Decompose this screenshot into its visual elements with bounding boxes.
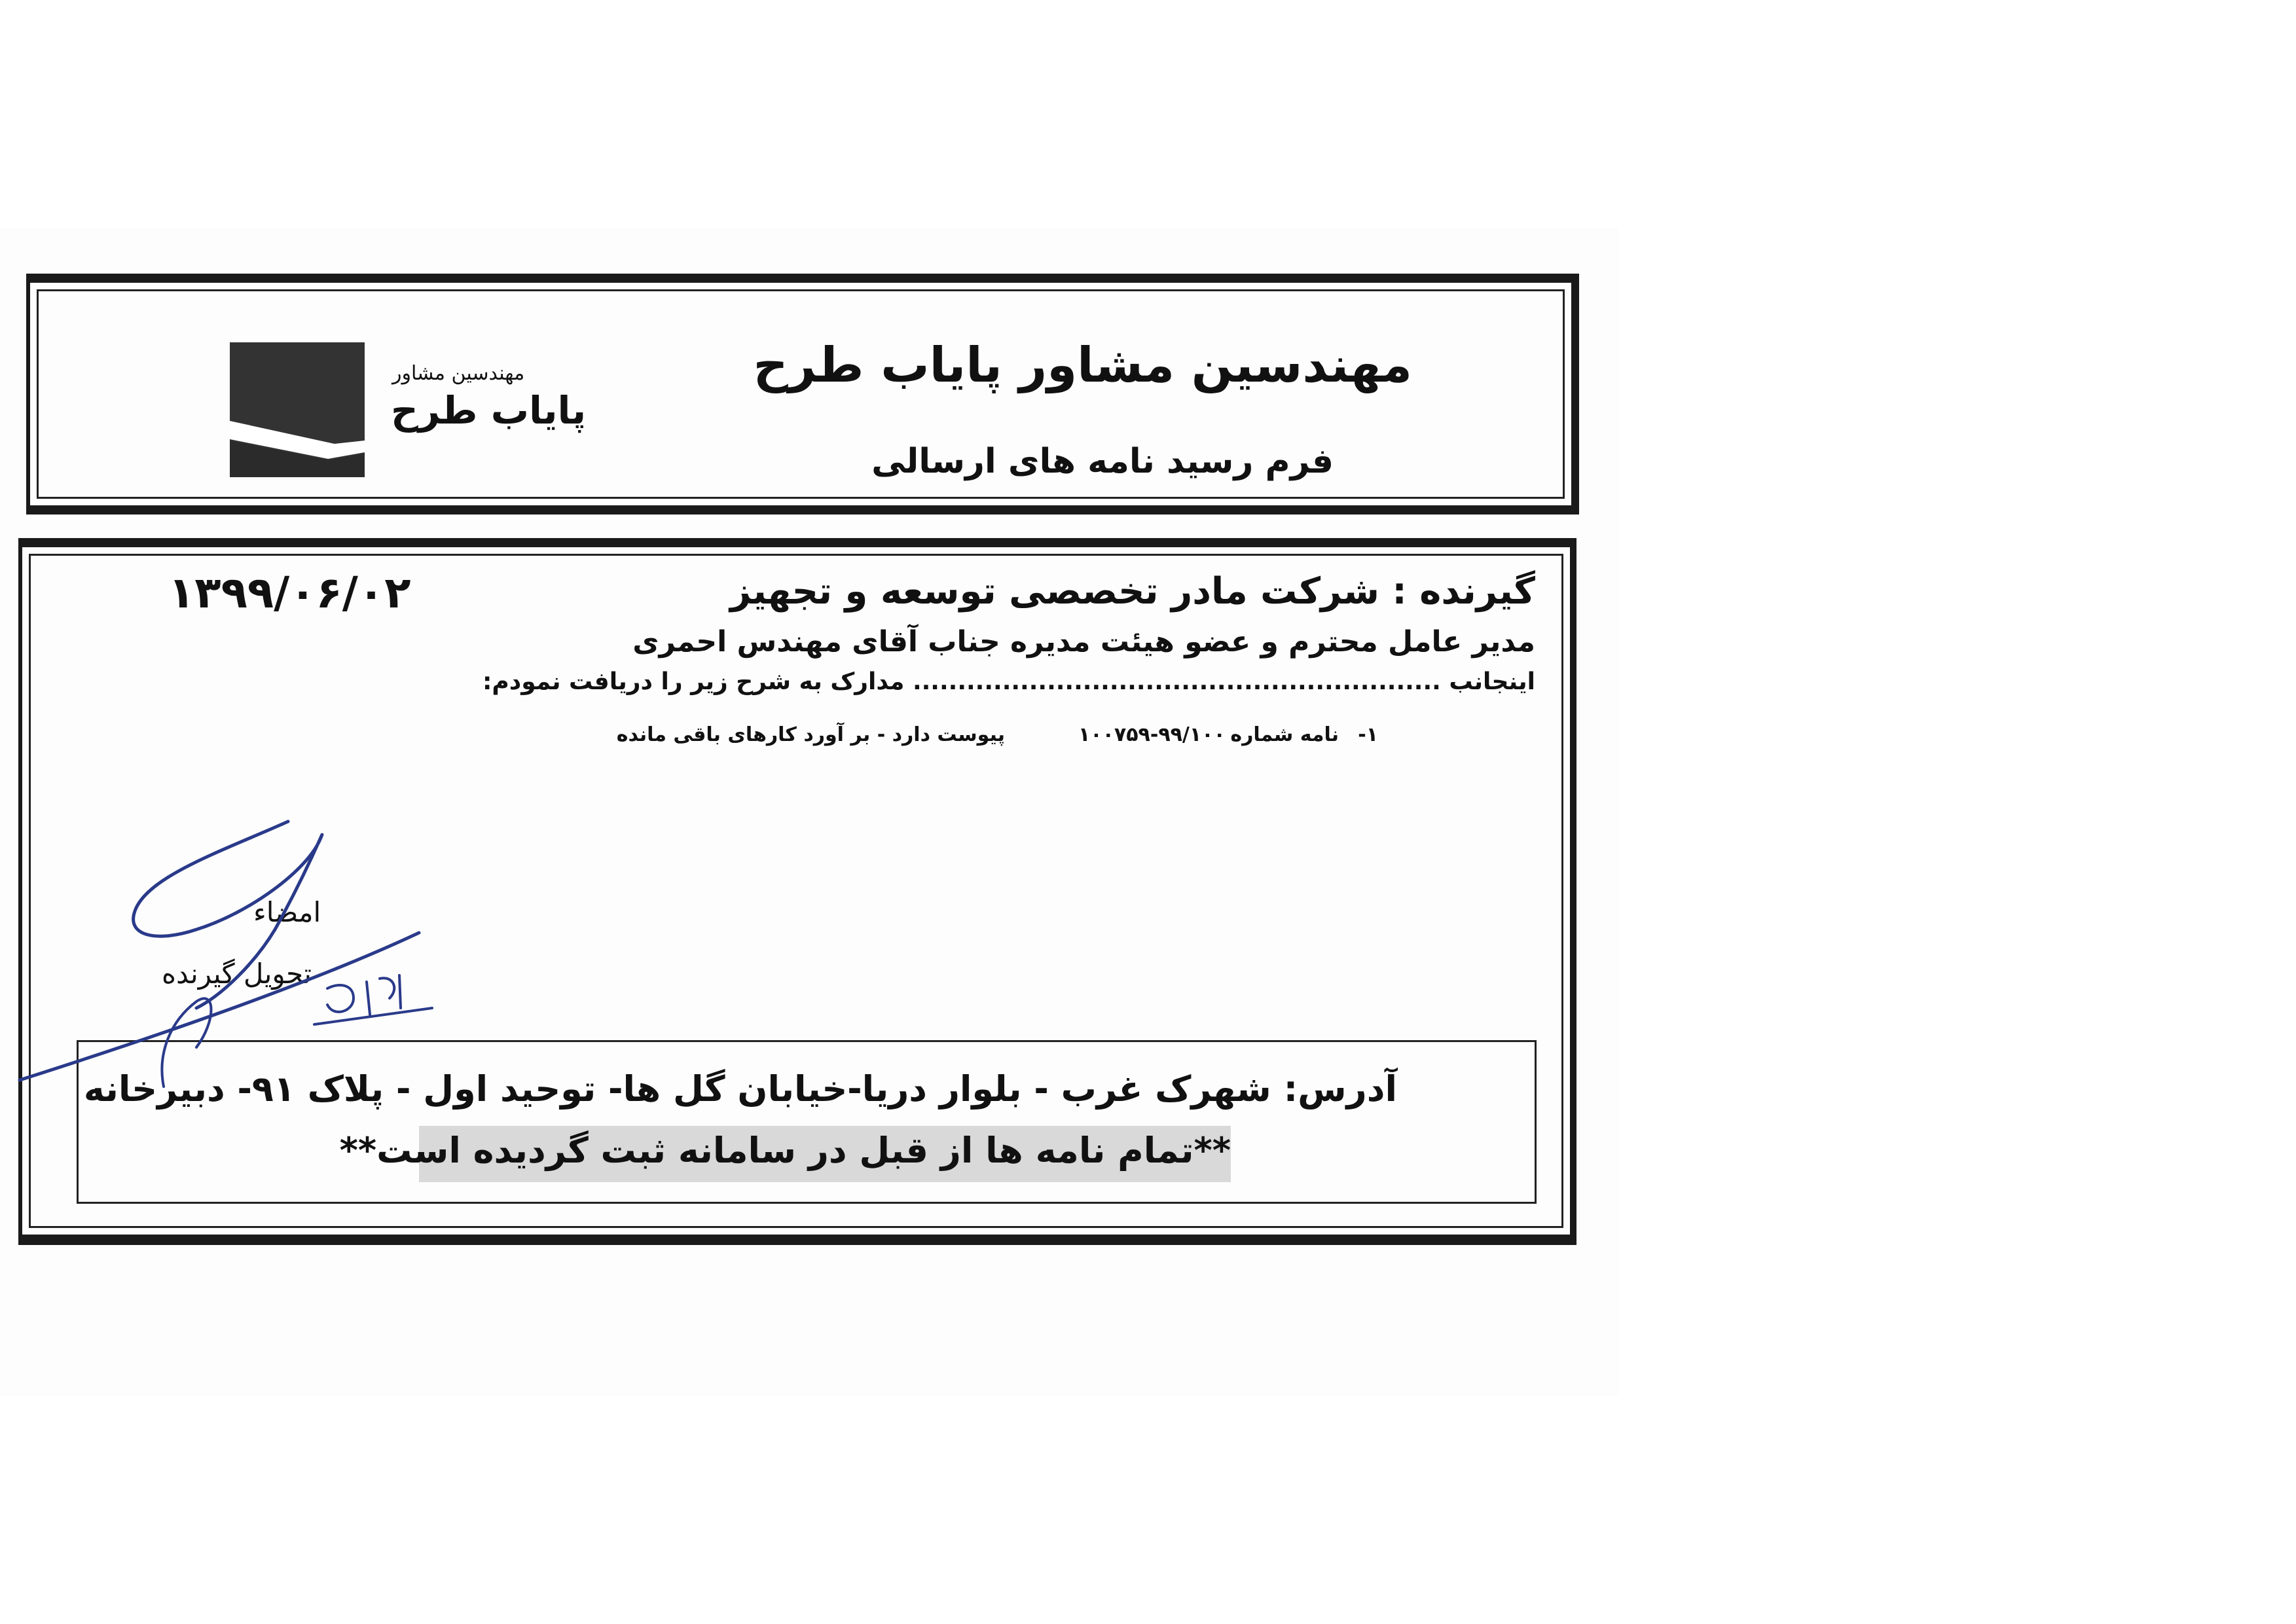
item-letter-number: ۱۰۰۷۵۹-۹۹/۱۰۰ xyxy=(1078,723,1226,746)
logo-tagline: مهندسین مشاور xyxy=(392,362,525,385)
signature-label: امضاء xyxy=(253,896,321,928)
item-title: نامه شماره xyxy=(1230,723,1339,746)
address-box xyxy=(77,1040,1537,1204)
receiver-label: تحویل گیرنده xyxy=(162,958,312,990)
recipient-line: گیرنده : شرکت مادر تخصصی توسعه و تجهیز xyxy=(729,570,1535,613)
scanned-page xyxy=(0,229,1617,1394)
letter-date: ۱۳۹۹/۰۶/۰۲ xyxy=(168,568,411,618)
item-index: ۱- xyxy=(1358,723,1378,746)
notice-text: **تمام نامه ها از قبل در سامانه ثبت گردیده است** xyxy=(339,1130,1231,1171)
header-box xyxy=(26,274,1579,514)
header-inner-frame xyxy=(37,289,1565,499)
receipt-body-box xyxy=(18,538,1576,1245)
notice-bar xyxy=(339,1126,1231,1182)
logo-name: پایاب طرح xyxy=(391,388,587,433)
company-logo-icon xyxy=(230,342,365,477)
addressee-line: مدیر عامل محترم و عضو هیئت مدیره جناب آقای مهندس احمری xyxy=(632,625,1535,659)
receipt-body-inner-frame xyxy=(29,554,1563,1228)
receipt-statement: اینجانب ........................................................... مدارک به شرح زیر را دریافت نمودم: xyxy=(483,668,1535,695)
item-description: پیوست دارد - بر آورد کارهای باقی مانده xyxy=(616,723,1005,746)
address-line: آدرس: شهرک غرب - بلوار دریا-خیابان گل ها- توحید اول - پلاک ۹۱- دبیرخانه xyxy=(83,1068,1397,1110)
form-title: فرم رسید نامه های ارسالی xyxy=(871,442,1334,481)
company-name: مهندسین مشاور پایاب طرح xyxy=(753,337,1412,393)
